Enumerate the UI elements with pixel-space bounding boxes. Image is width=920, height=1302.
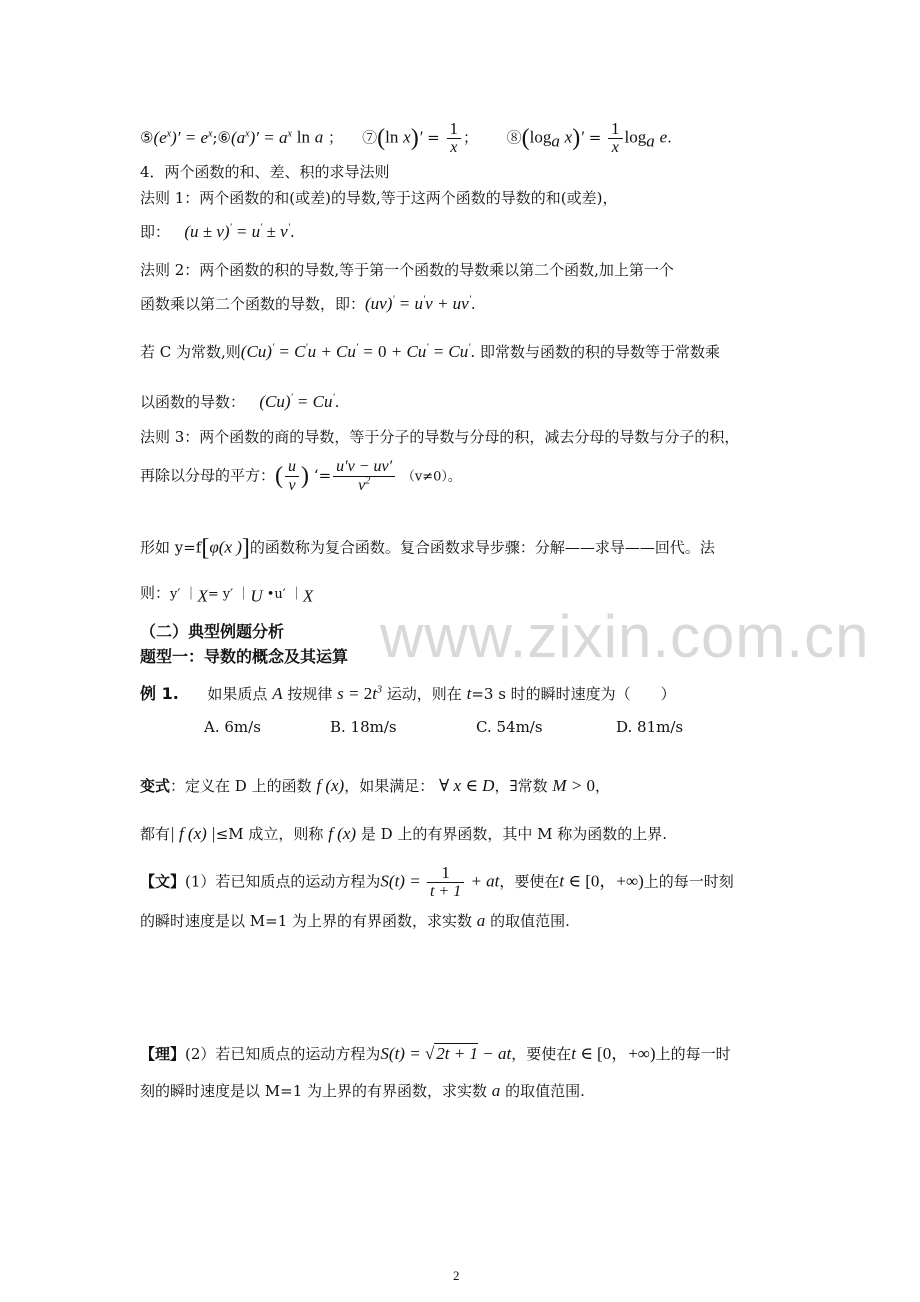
derivative-formulas-5-8: $⑤(e^x)'$ = $e^x;⑥(a^x)' = a^x$ ln a ； ⑦(ln x)′ = $\frac{1}{x}$ ； $⑧(\log_a$ x)′ = $\frac{1}{x}$ $\log_a e$. [140,119,672,156]
circled-5: ⑤ [140,128,154,147]
variant-line2: 都有| f (x) |≤M 成立，则称 f (x) 是 D 上的有界函数，其中 M 称为函数的上界. [140,824,668,843]
page-number: 2 [453,1268,460,1283]
rule2-formula: 函数乘以第二个函数的导数，即：(uv)' = u'v + uv'. [140,294,476,313]
variant-line1: 变式：定义在 D 上的函数 f (x)，如果满足： ∀ x ∈ D，∃常数 M > 0， [140,776,611,795]
rule3-formula: 再除以分母的平方：( $\frac{u}{v}$ ) ‘= $\frac{u'v - uv'}{v^2}$ （v≠0）。 [140,458,461,494]
rule1-text: 法则 1：两个函数的和(或差)的导数,等于这两个函数的导数的和(或差)， [140,189,618,207]
circled-6: ⑥ [217,128,231,147]
option-b: B. 18m/s [330,718,397,736]
section2-heading: （二）典型例题分析 [140,622,285,641]
option-a: A. 6m/s [204,718,261,736]
rule3-text: 法则 3：两个函数的商的导数，等于分子的导数与分母的积，减去分母的导数与分子的积， [140,428,740,446]
constant-rule-line1: 若 C 为常数,则(Cu)' = C'u + Cu' = 0 + Cu' = Cu'. 即常数与函数的积的导数等于常数乘 [140,342,720,361]
circled-8: ⑧ [506,128,522,147]
option-c: C. 54m/s [476,718,543,736]
chain-rule-line: 则：y′ $|_X= y'$ $|_U$ •u′ $|_X$ [140,584,314,606]
watermark: www.zixin.com.cn [380,603,870,670]
wen-question-line2: 的瞬时速度是以 M=1 为上界的有界函数，求实数 a 的取值范围. [140,911,570,930]
circled-7: ⑦ [362,128,378,147]
li-question-line1: 【理】(2）若已知质点的运动方程为S(t) = √ 2t + 1 − at，要使在t ∈ [0，+∞)上的每一时 [140,1044,731,1063]
rule2-text: 法则 2：两个函数的积的导数,等于第一个函数的导数乘以第二个函数,加上第一个 [140,261,674,279]
li-question-line2: 刻的瞬时速度是以 M=1 为上界的有界函数，求实数 a 的取值范围. [140,1081,585,1100]
example1-question: 例 1. 如果质点 A 按规律 $s = 2t^3$ 运动，则在 t=3 s 时的瞬时速度为（ ） [140,684,676,703]
section4-heading: 4．两个函数的和、差、积的求导法则 [140,163,390,181]
constant-rule-line2: 以函数的导数： (Cu)' = Cu'. [140,392,340,411]
wen-question-line1: 【文】(1）若已知质点的运动方程为S(t) = $\frac{1}{t + 1}$ + at，要使在t ∈ [0，+∞)上的每一时刻 [140,863,734,900]
rule1-formula: 即： (u ± v)' = u' ± v'. [140,222,295,241]
composite-function-line: 形如 y=f[φ(x )]的函数称为复合函数。复合函数求导步骤：分解——求导——回代。法 [140,535,715,561]
option-d: D. 81m/s [616,718,684,736]
type1-heading: 题型一：导数的概念及其运算 [140,647,349,666]
